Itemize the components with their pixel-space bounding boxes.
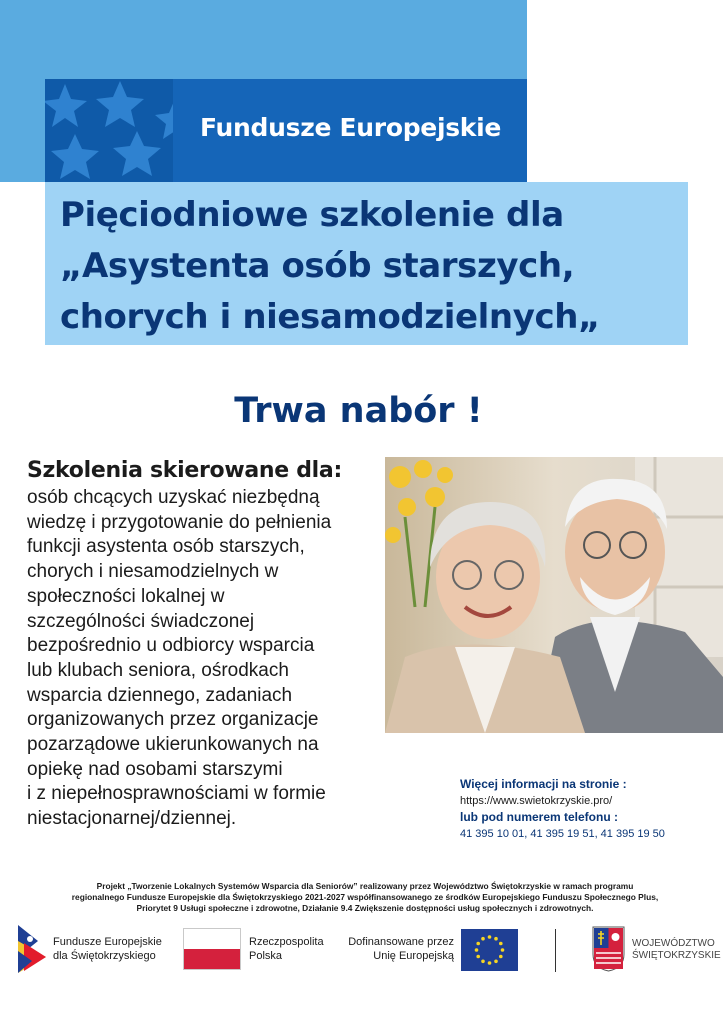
description-line: lub klubach seniora, ośrodkach	[27, 659, 289, 681]
eu-stars-icon	[45, 79, 173, 182]
recruitment-status: Trwa nabór !	[234, 391, 483, 431]
description-line: niestacjonarnej/dziennej.	[27, 808, 237, 830]
description-line: szczególności świadczonej	[27, 610, 255, 632]
pl-logo-line: Polska	[249, 950, 283, 962]
region-logo-text	[632, 938, 721, 962]
fundusze-europejskie-icon	[18, 921, 46, 977]
title-line: Pięciodniowe szkolenie dla	[60, 195, 564, 235]
poland-flag-icon	[183, 928, 241, 970]
senior-couple-photo	[385, 457, 723, 733]
description-line: i z niepełnosprawnościami w formie	[27, 783, 326, 805]
contact-info	[460, 776, 665, 842]
phone-numbers: 41 395 10 01, 41 395 19 51, 41 395 19 50	[460, 827, 665, 840]
brand-title: Fundusze Europejskie	[200, 113, 502, 142]
description-line: bezpośrednio u odbiorcy wsparcia	[27, 635, 315, 657]
audience-heading: Szkolenia skierowane dla:	[27, 458, 342, 483]
description-line: wsparcia dziennego, zadaniach	[27, 684, 293, 706]
description-line: osób chcących uzyskać niezbędną	[27, 487, 320, 508]
fe-logo-line: Fundusze Europejskie	[53, 936, 162, 948]
region-logo-line: ŚWIĘTOKRZYSKIE	[632, 950, 721, 961]
project-note-line: regionalnego Fundusze Europejskie dla Świętokrzyskiego 2021-2027 współfinansowanego ze środków Europejskiego Funduszu Społecznego Plus,	[71, 892, 659, 902]
title-line: chorych i niesamodzielnych„	[60, 297, 600, 337]
page-title	[60, 190, 685, 343]
eu-logo-line: Dofinansowane przez	[348, 936, 454, 948]
phone-label: lub pod numerem telefonu :	[460, 810, 618, 824]
pl-logo-line: Rzeczpospolita	[249, 936, 324, 948]
pl-logo-text	[249, 935, 324, 963]
project-note-line: Priorytet 9 Usługi społeczne i zdrowotne, Działanie 9.4 Zwiększenie dostępności usług społecznych i zdrowotnych.	[136, 903, 594, 913]
audience-description	[27, 486, 392, 832]
website-link[interactable]: https://www.swietokrzyskie.pro/	[460, 794, 613, 807]
description-line: chorych i niesamodzielnych w	[27, 561, 279, 583]
description-line: pozarządowe ukierunkowanych na	[27, 734, 319, 756]
project-note	[40, 881, 690, 914]
eu-logo-text	[346, 935, 454, 963]
logo-divider	[555, 929, 556, 972]
project-note-line: Projekt „Tworzenie Lokalnych Systemów Wsparcia dla Seniorów” realizowany przez Województwo Świętokrzyskie w ramach programu	[96, 881, 634, 891]
fe-logo-line: dla Świętokrzyskiego	[53, 950, 156, 962]
swietokrzyskie-crest-icon	[592, 926, 625, 972]
fe-logo-text	[53, 935, 162, 963]
description-line: wiedzę i przygotowanie do pełnienia	[27, 511, 332, 533]
description-line: organizowanych przez organizacje	[27, 709, 319, 731]
description-line: funkcji asystenta osób starszych,	[27, 536, 305, 558]
eu-logo-line: Unię Europejską	[373, 950, 454, 962]
eu-flag-icon	[461, 929, 518, 971]
website-label: Więcej informacji na stronie :	[460, 777, 627, 791]
description-line: opiekę nad osobami starszymi	[27, 758, 283, 780]
title-line: „Asystenta osób starszych,	[60, 246, 575, 286]
region-logo-line: WOJEWÓDZTWO	[632, 938, 715, 949]
description-line: społeczności lokalnej w	[27, 585, 225, 607]
